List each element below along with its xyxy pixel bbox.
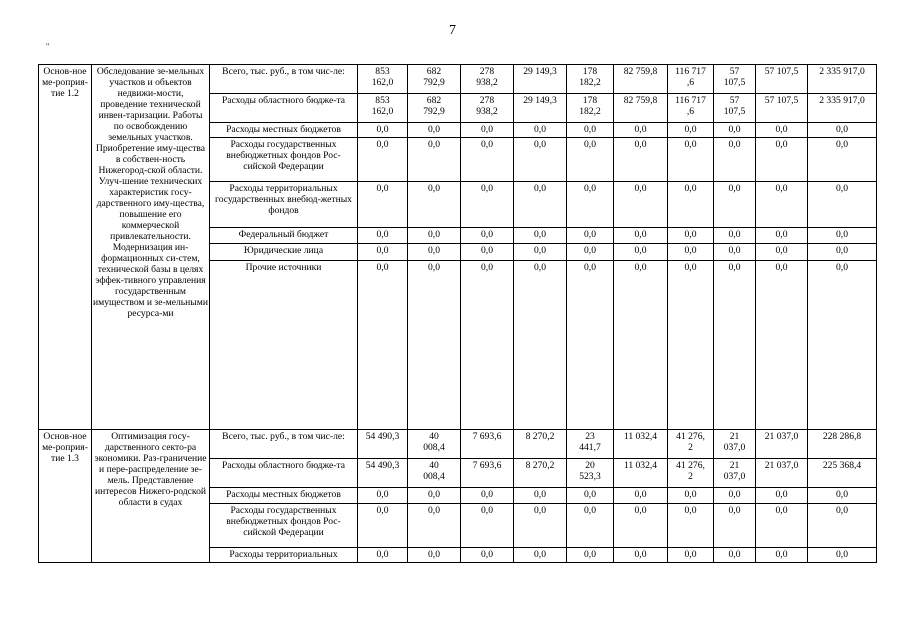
amount-cell: 54 490,3 (358, 459, 408, 488)
amount-cell: 0,0 (808, 548, 877, 563)
amount-cell: 21 037,0 (756, 459, 808, 488)
amount-cell: 682 792,9 (408, 65, 461, 94)
amount-cell: 0,0 (567, 488, 614, 504)
amount-cell: 0,0 (358, 138, 408, 182)
event-description: Обследование зе-мельных участков и объектов недвижи-мости, проведение технической инвен-таризации. Работы по освобождению земельных участков. Приобретение иму-щества в собствен-ность Нижегород-ской области. Улуч-шение технических характеристик госу-дарственного иму-щества, повышение его коммерческой привлекательности. Модернизация ин-формационных си-стем, технической базы в целях эффек-тивного управления государственным имуществом и зе-мельными ресурса-ми (92, 65, 210, 430)
amount-cell: 0,0 (514, 504, 567, 548)
funding-source-label: Расходы территориальных государственных внебюд-жетных фондов (210, 182, 358, 228)
amount-cell: 0,0 (614, 261, 668, 430)
amount-cell: 57 107,5 (714, 65, 756, 94)
amount-cell: 57 107,5 (756, 65, 808, 94)
amount-cell: 2 335 917,0 (808, 65, 877, 94)
amount-cell: 21 037,0 (714, 430, 756, 459)
quote-mark: " (46, 42, 50, 51)
table-row (39, 65, 877, 94)
amount-cell: 0,0 (614, 182, 668, 228)
amount-cell: 0,0 (756, 261, 808, 430)
amount-cell: 0,0 (461, 244, 514, 261)
amount-cell: 0,0 (614, 228, 668, 244)
amount-cell: 0,0 (714, 261, 756, 430)
amount-cell: 0,0 (514, 261, 567, 430)
amount-cell: 0,0 (567, 261, 614, 430)
amount-cell: 0,0 (808, 261, 877, 430)
amount-cell: 225 368,4 (808, 459, 877, 488)
amount-cell: 0,0 (668, 504, 714, 548)
amount-cell: 8 270,2 (514, 459, 567, 488)
amount-cell: 0,0 (756, 228, 808, 244)
funding-source-label: Юридические лица (210, 244, 358, 261)
amount-cell: 0,0 (408, 548, 461, 563)
amount-cell: 0,0 (714, 182, 756, 228)
amount-cell: 0,0 (714, 504, 756, 548)
amount-cell: 57 107,5 (756, 94, 808, 123)
amount-cell: 0,0 (714, 244, 756, 261)
amount-cell: 7 693,6 (461, 459, 514, 488)
amount-cell: 0,0 (714, 488, 756, 504)
amount-cell: 21 037,0 (756, 430, 808, 459)
amount-cell: 0,0 (461, 228, 514, 244)
amount-cell: 0,0 (668, 488, 714, 504)
funding-source-label: Расходы государственных внебюджетных фондов Рос-сийской Федерации (210, 504, 358, 548)
amount-cell: 0,0 (808, 228, 877, 244)
amount-cell: 82 759,8 (614, 65, 668, 94)
amount-cell: 0,0 (668, 228, 714, 244)
amount-cell: 7 693,6 (461, 430, 514, 459)
amount-cell: 0,0 (808, 182, 877, 228)
amount-cell: 0,0 (756, 504, 808, 548)
amount-cell: 0,0 (408, 228, 461, 244)
amount-cell: 116 717 ,6 (668, 94, 714, 123)
amount-cell: 228 286,8 (808, 430, 877, 459)
amount-cell: 0,0 (756, 548, 808, 563)
funding-source-label: Расходы местных бюджетов (210, 488, 358, 504)
amount-cell: 0,0 (514, 244, 567, 261)
amount-cell: 40 008,4 (408, 430, 461, 459)
amount-cell: 54 490,3 (358, 430, 408, 459)
amount-cell: 0,0 (408, 244, 461, 261)
amount-cell: 0,0 (808, 504, 877, 548)
amount-cell: 40 008,4 (408, 459, 461, 488)
amount-cell: 0,0 (668, 548, 714, 563)
amount-cell: 278 938,2 (461, 94, 514, 123)
amount-cell: 82 759,8 (614, 94, 668, 123)
event-name: Основ-ное ме-роприя-тие 1.3 (39, 430, 92, 563)
event-description: Оптимизация госу-дарственного секто-ра экономики. Раз-граничение и пере-распределение зе-мель. Представление интересов Нижего-родской области в судах (92, 430, 210, 563)
amount-cell: 178 182,2 (567, 94, 614, 123)
amount-cell: 2 335 917,0 (808, 94, 877, 123)
amount-cell: 0,0 (514, 548, 567, 563)
amount-cell: 0,0 (714, 123, 756, 138)
amount-cell: 853 162,0 (358, 65, 408, 94)
amount-cell: 0,0 (408, 504, 461, 548)
funding-source-label: Расходы местных бюджетов (210, 123, 358, 138)
amount-cell: 41 276, 2 (668, 430, 714, 459)
amount-cell: 0,0 (714, 228, 756, 244)
amount-cell: 0,0 (567, 244, 614, 261)
funding-source-label: Расходы областного бюдже-та (210, 94, 358, 123)
amount-cell: 0,0 (461, 182, 514, 228)
funding-source-label: Федеральный бюджет (210, 228, 358, 244)
amount-cell: 0,0 (461, 138, 514, 182)
amount-cell: 20 523,3 (567, 459, 614, 488)
amount-cell: 0,0 (668, 123, 714, 138)
amount-cell: 0,0 (567, 228, 614, 244)
amount-cell: 0,0 (614, 548, 668, 563)
amount-cell: 0,0 (461, 548, 514, 563)
amount-cell: 0,0 (614, 244, 668, 261)
amount-cell: 0,0 (514, 138, 567, 182)
amount-cell: 0,0 (408, 182, 461, 228)
funding-source-label: Расходы государственных внебюджетных фондов Рос-сийской Федерации (210, 138, 358, 182)
funding-source-label: Расходы областного бюдже-та (210, 459, 358, 488)
table-row (39, 430, 877, 459)
amount-cell: 0,0 (514, 488, 567, 504)
amount-cell: 0,0 (756, 138, 808, 182)
amount-cell: 0,0 (808, 244, 877, 261)
amount-cell: 0,0 (668, 182, 714, 228)
funding-source-label: Всего, тыс. руб., в том чис-ле: (210, 430, 358, 459)
amount-cell: 0,0 (567, 138, 614, 182)
page-number: 7 (449, 23, 456, 38)
amount-cell: 0,0 (756, 244, 808, 261)
amount-cell: 21 037,0 (714, 459, 756, 488)
amount-cell: 8 270,2 (514, 430, 567, 459)
amount-cell: 853 162,0 (358, 94, 408, 123)
amount-cell: 0,0 (358, 261, 408, 430)
amount-cell: 0,0 (514, 123, 567, 138)
amount-cell: 0,0 (614, 504, 668, 548)
amount-cell: 0,0 (358, 123, 408, 138)
amount-cell: 0,0 (808, 488, 877, 504)
amount-cell: 0,0 (408, 488, 461, 504)
amount-cell: 0,0 (808, 123, 877, 138)
amount-cell: 23 441,7 (567, 430, 614, 459)
amount-cell: 0,0 (408, 138, 461, 182)
amount-cell: 0,0 (358, 488, 408, 504)
amount-cell: 0,0 (714, 548, 756, 563)
funding-source-label: Прочие источники (210, 261, 358, 430)
amount-cell: 0,0 (756, 123, 808, 138)
amount-cell: 0,0 (668, 244, 714, 261)
amount-cell: 0,0 (514, 228, 567, 244)
amount-cell: 0,0 (756, 182, 808, 228)
amount-cell: 0,0 (358, 182, 408, 228)
amount-cell: 41 276, 2 (668, 459, 714, 488)
amount-cell: 682 792,9 (408, 94, 461, 123)
event-name: Основ-ное ме-роприя-тие 1.2 (39, 65, 92, 430)
amount-cell: 0,0 (358, 244, 408, 261)
amount-cell: 0,0 (668, 138, 714, 182)
amount-cell: 57 107,5 (714, 94, 756, 123)
amount-cell: 11 032,4 (614, 430, 668, 459)
amount-cell: 29 149,3 (514, 94, 567, 123)
funding-source-label: Всего, тыс. руб., в том чис-ле: (210, 65, 358, 94)
amount-cell: 116 717 ,6 (668, 65, 714, 94)
funding-source-label: Расходы территориальных (210, 548, 358, 563)
amount-cell: 0,0 (358, 548, 408, 563)
amount-cell: 29 149,3 (514, 65, 567, 94)
amount-cell: 0,0 (461, 123, 514, 138)
amount-cell: 0,0 (614, 138, 668, 182)
amount-cell: 0,0 (614, 123, 668, 138)
amount-cell: 0,0 (567, 548, 614, 563)
amount-cell: 0,0 (408, 261, 461, 430)
amount-cell: 0,0 (514, 182, 567, 228)
amount-cell: 278 938,2 (461, 65, 514, 94)
amount-cell: 0,0 (408, 123, 461, 138)
amount-cell: 0,0 (461, 504, 514, 548)
amount-cell: 0,0 (567, 182, 614, 228)
amount-cell: 0,0 (358, 228, 408, 244)
amount-cell: 0,0 (614, 488, 668, 504)
amount-cell: 0,0 (668, 261, 714, 430)
amount-cell: 0,0 (461, 488, 514, 504)
budget-table (38, 64, 877, 563)
amount-cell: 0,0 (714, 138, 756, 182)
amount-cell: 178 182,2 (567, 65, 614, 94)
amount-cell: 11 032,4 (614, 459, 668, 488)
amount-cell: 0,0 (808, 138, 877, 182)
amount-cell: 0,0 (567, 504, 614, 548)
amount-cell: 0,0 (567, 123, 614, 138)
amount-cell: 0,0 (756, 488, 808, 504)
amount-cell: 0,0 (358, 504, 408, 548)
amount-cell: 0,0 (461, 261, 514, 430)
